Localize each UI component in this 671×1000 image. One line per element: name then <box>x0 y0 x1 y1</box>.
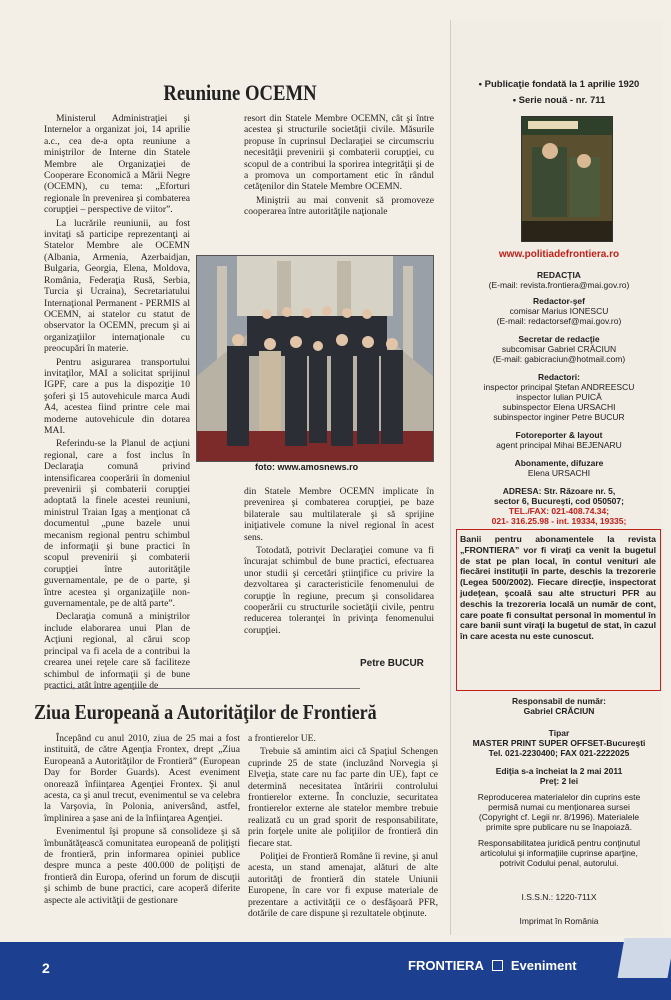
subscriptions-name: Elena URSACHI <box>527 468 591 478</box>
address-line: ADRESA: Str. Răzoare nr. 5, <box>502 486 616 496</box>
responsible-name: Gabriel CRĂCIUN <box>523 706 595 716</box>
magazine-name: FRONTIERA <box>408 958 484 973</box>
article-title: Reuniune OCEMN <box>163 80 317 105</box>
editor-title: Redactor-şef <box>533 296 585 306</box>
responsible-title: Responsabil de număr: <box>512 696 606 706</box>
photographer-name: agent principal Mihai BEJENARU <box>496 440 622 450</box>
meeting-photo <box>196 255 434 462</box>
article-column-2 <box>248 733 438 922</box>
article-divider <box>50 688 360 689</box>
article-title: Ziua Europeană a Autorităţilor de Frontieră <box>34 700 377 724</box>
website-link[interactable]: www.politiadefrontiera.ro <box>498 249 620 260</box>
secretary-email: (E-mail: gabicraciun@hotmail.com) <box>492 354 626 364</box>
paragraph: Miniştrii au mai convenit să promoveze cooperarea între autorităţile naţionale <box>244 194 434 218</box>
series-line: • Serie nouă - nr. 711 <box>512 95 606 106</box>
paragraph: Poliţiei de Frontieră Române îi revine, şi anul acesta, un stand amenajat, alături de alte autorităţi de frontieră din statele Uniunii Europene, în care vor fi expuse materiale de prezentare a activităţii ce o desfăşoară PFR, dotările de care dispune şi rezultatele obţinute. <box>248 851 438 920</box>
print-title: Tipar <box>548 728 570 738</box>
editor-name: comisar Marius IONESCU <box>509 306 609 316</box>
photographer-title: Fotoreporter & layout <box>515 430 603 440</box>
paragraph: Evenimentul îşi propune să consolideze şi să îmbunătăţească comunitatea europeană de poliţişti de frontieră, prin informarea opiniei publice despre munca a peste 400.000 de poliţişti de frontieră din Europa, oferind un forum de discuţii şi schimb de bune practici, care acoperă diferite aspecte ale activităţii de gestionare <box>44 826 240 906</box>
paragraph: resort din Statele Membre OCEMN, cât şi între acestea şi structurile societăţii civile. Măsurile propuse în cuprinsul Declaraţiei se circumscriu necesităţii prevenirii şi combaterii corupţiei, cu scopul de a contribui la sporirea integrităţii şi de a promova un comportament etic în rândul cetăţenilor din Statele Membre OCEMN. <box>244 113 434 193</box>
paragraph: Ministerul Administraţiei şi Internelor a organizat joi, 14 aprilie a.c., cea de-a opta reuniune a miniştrilor de Interne din Statele Membre ale Organizaţiei de Cooperare Economică a Mării Negre (OCEMN), cu tema: „Eforturi regionale în prevenirea şi combaterea corupţiei – perspective de viitor”. <box>44 113 190 216</box>
printed-in: Imprimat în România <box>519 916 599 926</box>
paragraph: din Statele Membre OCEMN implicate în prevenirea şi combaterea corupţiei, pe baze bilaterale sau multilaterale şi să sprijine iniţiativele comune la nivel regional în acest sens. <box>244 486 434 543</box>
photo-caption: foto: www.amosnews.ro <box>255 462 359 472</box>
editor-email: (E-mail: redactorsef@mai.gov.ro) <box>496 316 622 326</box>
article-column-1 <box>44 113 190 693</box>
section-name: Eveniment <box>510 958 577 973</box>
footer-section-label <box>408 958 577 973</box>
redactia-title: REDACŢIA <box>537 270 581 280</box>
reproduction-notice: Reproducerea materialelor din cuprins este permisă numai cu menţionarea sursei (Copyright cf. Legii nr. 8/1996). Materialele primite spre publicare nu se înapoiază. <box>477 792 641 832</box>
edition-closed: Ediţia s-a încheiat la 2 mai 2011 <box>495 766 623 776</box>
article-author: Petre BUCUR <box>360 658 424 669</box>
redactori-title: Redactori: <box>537 372 581 382</box>
founded-line: • Publicaţie fondată la 1 aprilie 1920 <box>478 79 640 90</box>
secretary-name: subcomisar Gabriel CRĂCIUN <box>501 344 617 354</box>
page-curl <box>617 938 671 978</box>
square-icon <box>492 960 503 971</box>
redactor-name: inspector principal Ştefan ANDREESCU <box>483 382 635 392</box>
subscriptions-title: Abonamente, difuzare <box>514 458 604 468</box>
magazine-cover-thumbnail <box>521 116 613 242</box>
paragraph: La lucrările reuniunii, au fost invitaţi să participe reprezentanţi ai Statelor Membre ale OCEMN (Albania, Armenia, Azerbaidjan, Bulgaria, Georgia, Elena, Moldova, România, Federaţia Rusă, Serbia, Turcia şi Ucraina), Secretariatului Internaţional Permanent - PERMIS al OCEMN, ai statelor cu statut de observator la OCEMN, precum şi ai organizaţiilor internaţionale cu preocupări în materie. <box>44 217 190 355</box>
page-number: 2 <box>42 960 50 976</box>
paragraph: Totodată, potrivit Declaraţiei comune va fi încurajat schimbul de bune practici, efectuarea unor studii şi cercetări ştiinţifice cu privire la dezvoltarea şi caracteristicile fenomenului de corupţie în regiune, precum şi consolidarea cooperării cu structurile societăţii civile, pentru reducerea toleranţei în privinţa fenomenului corupţiei. <box>244 545 434 636</box>
address-line: sector 6, Bucureşti, cod 050507; <box>494 496 624 506</box>
redactor-name: subinspector inginer Petre BUCUR <box>493 412 625 422</box>
group-photo-illustration <box>197 256 433 461</box>
paragraph: Trebuie să amintim aici că Spaţiul Schengen cuprinde 25 de state (incluzând Norvegia şi Elveţia, state care nu fac parte din UE), fapt ce determină necesitatea întăririi controlului frontierelor externe. În concluzie, securitatea frontierelor externe ale statelor membre trebuie realizată cu un grad sporit de responsabilitate, prin forţele unite ale poliţiilor de frontieră din fiecare stat. <box>248 746 438 849</box>
redactia-email: (E-mail: revista.frontiera@mai.gov.ro) <box>488 280 630 290</box>
legal-responsibility: Responsabilitatea juridică pentru conţinutul articolului şi informaţiile cuprinse aparţine, potrivit Codului penal, autorului. <box>477 838 641 868</box>
article-column-2-bottom <box>244 486 434 638</box>
price: Preţ: 2 lei <box>539 776 579 786</box>
paragraph: a frontierelor UE. <box>248 733 316 744</box>
subscription-notice-text: Banii pentru abonamentele la revista „FRONTIERA” vor fi viraţi ca venit la bugetul de stat pe plan local, în contul venituri ale fiecărei instituţii în parte, deschis la trezorerie (Legea 500/2002). Fiecare direcţie, inspectorat judeţean, şcoală sau alte structuri PFR au deschis la trezoreria locală un număr de cont, care poate fi consultat personal în momentul în care banii sunt viraţi la bugetul de stat, în cazul în care acesta nu este cunoscut. <box>460 534 656 642</box>
printer-phone: Tel. 021-2230400; FAX 021-2222025 <box>488 748 630 758</box>
issn: I.S.S.N.: 1220-711X <box>521 892 597 902</box>
paragraph: Referindu-se la Planul de acţiuni regional, care a fost inclus în Declaraţia comună privind intensificarea cooperării în domeniul prevenirii şi combaterii corupţiei adoptată la finele acestei reuniuni, ministrul Traian Igaş a menţionat că documentul „pune bazele unui mecanism regional pentru schimbul de informaţii şi bune practici în scopul prevenirii şi combaterii corupţiei între autorităţile guvernamentale, pe de o parte, şi între acestea şi organizaţiile non-guvernamentale, pe de altă parte”. <box>44 438 190 610</box>
paragraph: Declaraţia comună a miniştrilor include elaborarea unui Plan de Acţiuni regional, al cărui scop principal va fi acela de a contribui la crearea unei reţele care să faciliteze schimbul de informaţii şi de bune practici, atât între agenţiile de <box>44 611 190 691</box>
phone-line: 021- 316.25.98 - int. 19334, 19335; <box>491 516 627 526</box>
cover-illustration <box>522 117 612 241</box>
secretary-title: Secretar de redacţie <box>518 334 600 344</box>
redactor-name: inspector Iulian PUICĂ <box>516 392 602 402</box>
redactor-name: subinspector Elena URSACHI <box>502 402 616 412</box>
printer-name: MASTER PRINT SUPER OFFSET-Bucureşti <box>472 738 646 748</box>
paragraph: Pentru asigurarea transportului invitaţilor, MAI a solicitat sprijinul IGPF, care a pus la dispoziţie 10 şoferi şi 15 autovehicule marca Audi A4, acestea fiind printre cele mai moderne autovehicule din dotarea MAI. <box>44 356 190 436</box>
article-column-2-top <box>244 113 434 220</box>
article-column-1 <box>44 733 240 908</box>
paragraph: Începând cu anul 2010, ziua de 25 mai a fost instituită, de către Agenţia Frontex, drept „Ziua Europeană a Autorităţilor de Frontieră” (European Day for Border Guards). Acest eveniment onorează înfiinţarea Agenţiei Frontex. Şi anul acesta, ca şi anul trecut, evenimentul se va celebra la Varşovia, în Polonia, aniversând, astfel, împlinirea a şase ani de la înfiinţarea Agenţiei. <box>44 733 240 824</box>
phone-line: TEL./FAX: 021-408.74.34; <box>508 506 610 516</box>
